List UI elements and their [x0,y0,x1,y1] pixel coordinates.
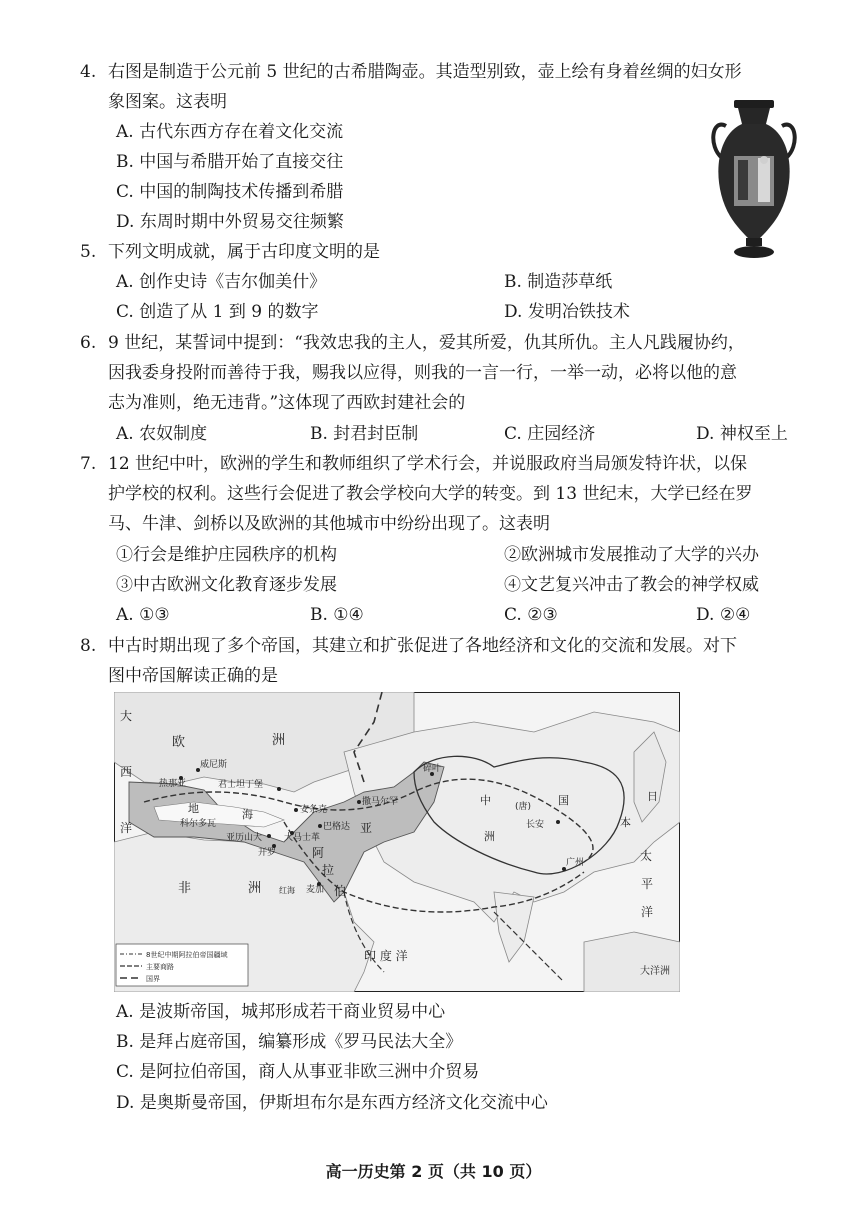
q4-option-b: B. 中国与希腊开始了直接交往 [116,152,344,172]
map-label-la: 拉 [322,863,335,877]
q5-stem: 下列文明成就，属于古印度文明的是 [108,242,380,262]
q7-option-b: B. ①④ [310,605,364,625]
q6-option-a: A. 农奴制度 [116,424,208,444]
map-label-samarkand: 撒马尔罕 [362,797,399,807]
q8-option-a: A. 是波斯帝国，城邦形成若干商业贸易中心 [116,1002,446,1022]
q8-option-c: C. 是阿拉伯帝国，商人从事亚非欧三洲中介贸易 [116,1062,480,1082]
q5-option-c: C. 创造了从 1 到 9 的数字 [116,302,319,322]
q8-stem-line2: 图中帝国解读正确的是 [108,666,278,686]
map-label-cairo: 开罗 [258,848,277,858]
map-label-yang: 洋 [120,821,133,835]
q6-option-b: B. 封君封臣制 [310,424,419,444]
q4-option-d: D. 东周时期中外贸易交往频繁 [116,212,344,232]
greek-vase-image [704,96,804,262]
map-label-xi: 西 [120,765,133,779]
map-label-baghdad: 巴格达 [323,822,351,832]
q5-number: 5. [80,242,97,262]
map-label-ben: 本 [620,816,631,829]
map-label-alexandria: 亚历山大 [226,833,263,843]
legend-empire: 8世纪中期阿拉伯帝国疆域 [146,951,228,959]
q7-statement-2: ②欧洲城市发展推动了大学的兴办 [504,545,759,565]
map-label-guangzhou: 广州 [566,858,585,868]
map-label-ping: 平 [641,877,654,891]
q8-option-b: B. 是拜占庭帝国，编纂形成《罗马民法大全》 [116,1032,463,1052]
map-label-constantinople: 君士坦丁堡 [218,780,264,790]
q7-option-a: A. ①③ [116,605,170,625]
q8-option-d: D. 是奥斯曼帝国，伊斯坦布尔是东西方经济文化交流中心 [116,1093,548,1113]
map-label-red-sea: 红海 [279,886,295,895]
q7-stem-line1: 12 世纪中叶，欧洲的学生和教师组织了学术行会，并说服政府当局颁发特许状，以保 [108,454,748,474]
map-label-zhou-eu: 洲 [272,733,286,748]
map-label-damascus: 大马士革 [284,833,321,843]
map-label-venice: 威尼斯 [200,760,228,770]
map-label-pacific-yang: 洋 [641,905,654,919]
legend-border: 国界 [146,975,160,983]
q6-option-d: D. 神权至上 [696,424,788,444]
map-label-di: 地 [188,802,199,815]
map-label-zhong: 中 [480,794,491,807]
map-label-ou: 欧 [172,735,186,750]
q6-number: 6. [80,333,97,353]
map-label-da: 大 [120,709,133,723]
q4-number: 4. [80,62,97,82]
q6-stem-line1: 9 世纪，某誓词中提到：“我效忠我的主人，爱其所爱，仇其所仇。主人凡践履协约， [108,333,745,353]
q7-stem-line3: 马、牛津、剑桥以及欧洲的其他城市中纷纷出现了。这表明 [108,514,550,534]
q6-option-c: C. 庄园经济 [504,424,596,444]
map-label-ya: 亚 [360,821,373,835]
map-label-bo: 伯 [334,884,347,898]
map-label-genoa: 热那亚 [159,779,187,789]
page-footer: 高一历史第 2 页（共 10 页） [325,1162,542,1181]
q7-stem-line2: 护学校的权利。这些行会促进了教会学校向大学的转变。到 13 世纪末，大学已经在罗 [108,484,753,504]
q6-stem-line2: 因我委身投附而善待于我，赐我以应得，则我的一言一行，一举一动，必将以他的意 [108,363,737,383]
q7-statement-3: ③中古欧洲文化教育逐步发展 [116,575,337,595]
q5-option-a: A. 创作史诗《吉尔伽美什》 [116,272,327,292]
map-label-hai: 海 [242,808,253,821]
map-label-oceania: 大洋洲 [640,966,670,977]
map-label-suyab: 碎叶 [423,764,442,774]
q5-option-d: D. 发明冶铁技术 [504,302,630,322]
q4-stem-line1: 右图是制造于公元前 5 世纪的古希腊陶壶。其造型别致，壶上绘有身着丝绸的妇女形 [108,62,742,82]
q7-option-d: D. ②④ [696,605,751,625]
map-label-ri: 日 [647,790,658,803]
map-label-fei: 非 [178,881,192,896]
q4-stem-line2: 象图案。这表明 [108,92,227,112]
map-label-a: 阿 [312,846,325,860]
arab-empire-map [114,692,680,992]
q7-number: 7. [80,454,97,474]
q5-option-b: B. 制造莎草纸 [504,272,613,292]
map-label-changan: 长安 [526,820,545,830]
map-label-guo: 国 [558,794,569,807]
map-label-zhou-asia: 洲 [484,830,495,843]
q8-number: 8. [80,636,97,656]
map-legend [116,944,248,986]
map-label-mecca: 麦加 [306,885,325,895]
legend-trade-route: 主要商路 [146,963,174,971]
map-label-cordoba: 科尔多瓦 [180,819,217,829]
q4-option-c: C. 中国的制陶技术传播到希腊 [116,182,344,202]
q7-option-c: C. ②③ [504,605,558,625]
q4-option-a: A. 古代东西方存在着文化交流 [116,122,344,142]
q7-statement-4: ④文艺复兴冲击了教会的神学权威 [504,575,759,595]
map-label-tai: 太 [640,849,653,863]
q8-stem-line1: 中古时期出现了多个帝国，其建立和扩张促进了各地经济和文化的交流和发展。对下 [108,636,737,656]
map-label-tang: (唐) [515,802,532,812]
q7-statement-1: ①行会是维护庄园秩序的机构 [116,545,337,565]
map-label-antioch: 安条克 [300,805,328,815]
q6-stem-line3: 志为准则，绝无违背。”这体现了西欧封建社会的 [108,393,466,413]
map-label-indian-ocean: 印 度 洋 [364,949,408,963]
map-label-zhou-af: 洲 [248,881,262,896]
